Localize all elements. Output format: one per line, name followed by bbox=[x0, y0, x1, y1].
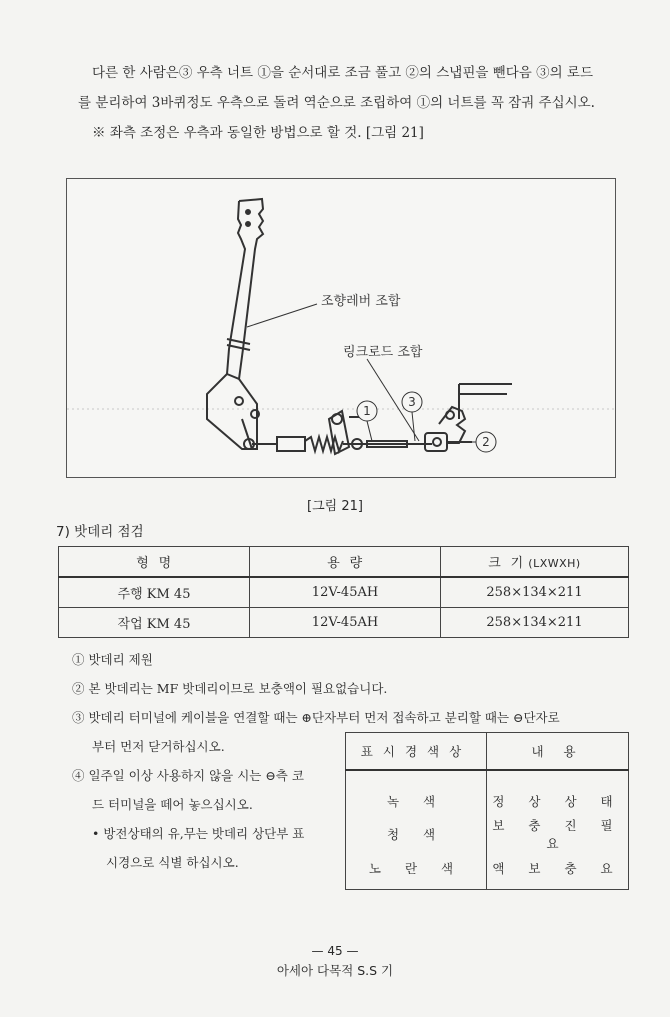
cell-color: 청 색 bbox=[346, 816, 487, 852]
callout-1-label: 1 bbox=[363, 404, 371, 418]
cell-model: 주행 KM 45 bbox=[59, 577, 250, 608]
section-title: 7) 밧데리 점검 bbox=[56, 524, 144, 540]
note-item-4: ④ 일주일 이상 사용하지 않을 시는 ⊖측 코 bbox=[72, 768, 304, 783]
lever-assembly-label: 조향레버 조합 bbox=[321, 294, 401, 309]
cell-size: 258×134×211 bbox=[441, 577, 629, 608]
cell-model: 작업 KM 45 bbox=[59, 608, 250, 638]
lever-link-diagram bbox=[67, 179, 615, 477]
header-model: 형 명 bbox=[59, 547, 250, 578]
page-number: — 45 — bbox=[311, 944, 359, 958]
indicator-color-table bbox=[345, 732, 629, 890]
note-item-3: ③ 밧데리 터미널에 케이블을 연결할 때는 ⊕단자부터 먼저 접속하고 분리할 때는 ⊖단자로 bbox=[72, 710, 560, 725]
cell-meaning: 보 충 진 필 요 bbox=[487, 816, 629, 852]
cell-capacity: 12V-45AH bbox=[250, 577, 441, 608]
callout-2-icon bbox=[459, 432, 496, 452]
header-capacity: 용 량 bbox=[250, 547, 441, 578]
figure-caption: [그림 21] bbox=[307, 499, 363, 514]
leader-lever bbox=[247, 304, 317, 327]
table-row bbox=[59, 608, 629, 638]
cell-meaning: 정 상 상 태 bbox=[487, 770, 629, 816]
table-row bbox=[346, 852, 629, 890]
intro-line-1: 다른 한 사람은③ 우측 너트 ①을 순서대로 조금 풀고 ②의 스냅핀을 뺀다음 ③의 로드 bbox=[92, 65, 594, 81]
header-size-unit: (LXWXH) bbox=[528, 557, 581, 570]
header-content: 내 용 bbox=[487, 733, 629, 771]
cell-color: 녹 색 bbox=[346, 770, 487, 816]
note-item-3-cont: 부터 먼저 닫거하십시오. bbox=[92, 739, 225, 754]
book-title: 아세아 다목적 S.S 기 bbox=[276, 963, 394, 978]
table-header-row bbox=[59, 547, 629, 578]
note-item-1: ① 밧데리 제원 bbox=[72, 652, 153, 667]
link-rod-assembly-label: 링크로드 조합 bbox=[343, 345, 423, 360]
header-size: 크 기 (LXWXH) bbox=[441, 547, 629, 578]
cell-capacity: 12V-45AH bbox=[250, 608, 441, 638]
callout-3-label: 3 bbox=[408, 395, 416, 409]
note-bullet-cont: 시경으로 식별 하십시오. bbox=[106, 855, 239, 870]
battery-spec-table bbox=[58, 546, 629, 638]
cell-meaning: 액 보 충 요 bbox=[487, 852, 629, 890]
callout-2-label: 2 bbox=[482, 435, 490, 449]
table-row bbox=[59, 577, 629, 608]
intro-note: ※ 좌측 조정은 우측과 동일한 방법으로 할 것. [그림 21] bbox=[92, 125, 424, 141]
cell-size: 258×134×211 bbox=[441, 608, 629, 638]
cell-color: 노 란 색 bbox=[346, 852, 487, 890]
figure-21 bbox=[66, 178, 616, 478]
table-header-row bbox=[346, 733, 629, 771]
intro-paragraph bbox=[78, 58, 642, 148]
link-rod bbox=[252, 384, 512, 454]
note-bullet: • 방전상태의 유,무는 밧데리 상단부 표 bbox=[92, 826, 305, 841]
table-row bbox=[346, 770, 629, 816]
note-item-2: ② 본 밧데리는 MF 밧데리이므로 보충액이 필요없습니다. bbox=[72, 681, 388, 696]
note-item-4-cont: 드 터미널을 떼어 놓으십시오. bbox=[92, 797, 253, 812]
header-indicator-color: 표시경색상 bbox=[346, 733, 487, 771]
table-row bbox=[346, 816, 629, 852]
intro-line-2: 를 분리하여 3바퀴정도 우측으로 돌려 역순으로 조립하여 ①의 너트를 꼭 잠궈 주십시오. bbox=[78, 95, 595, 111]
